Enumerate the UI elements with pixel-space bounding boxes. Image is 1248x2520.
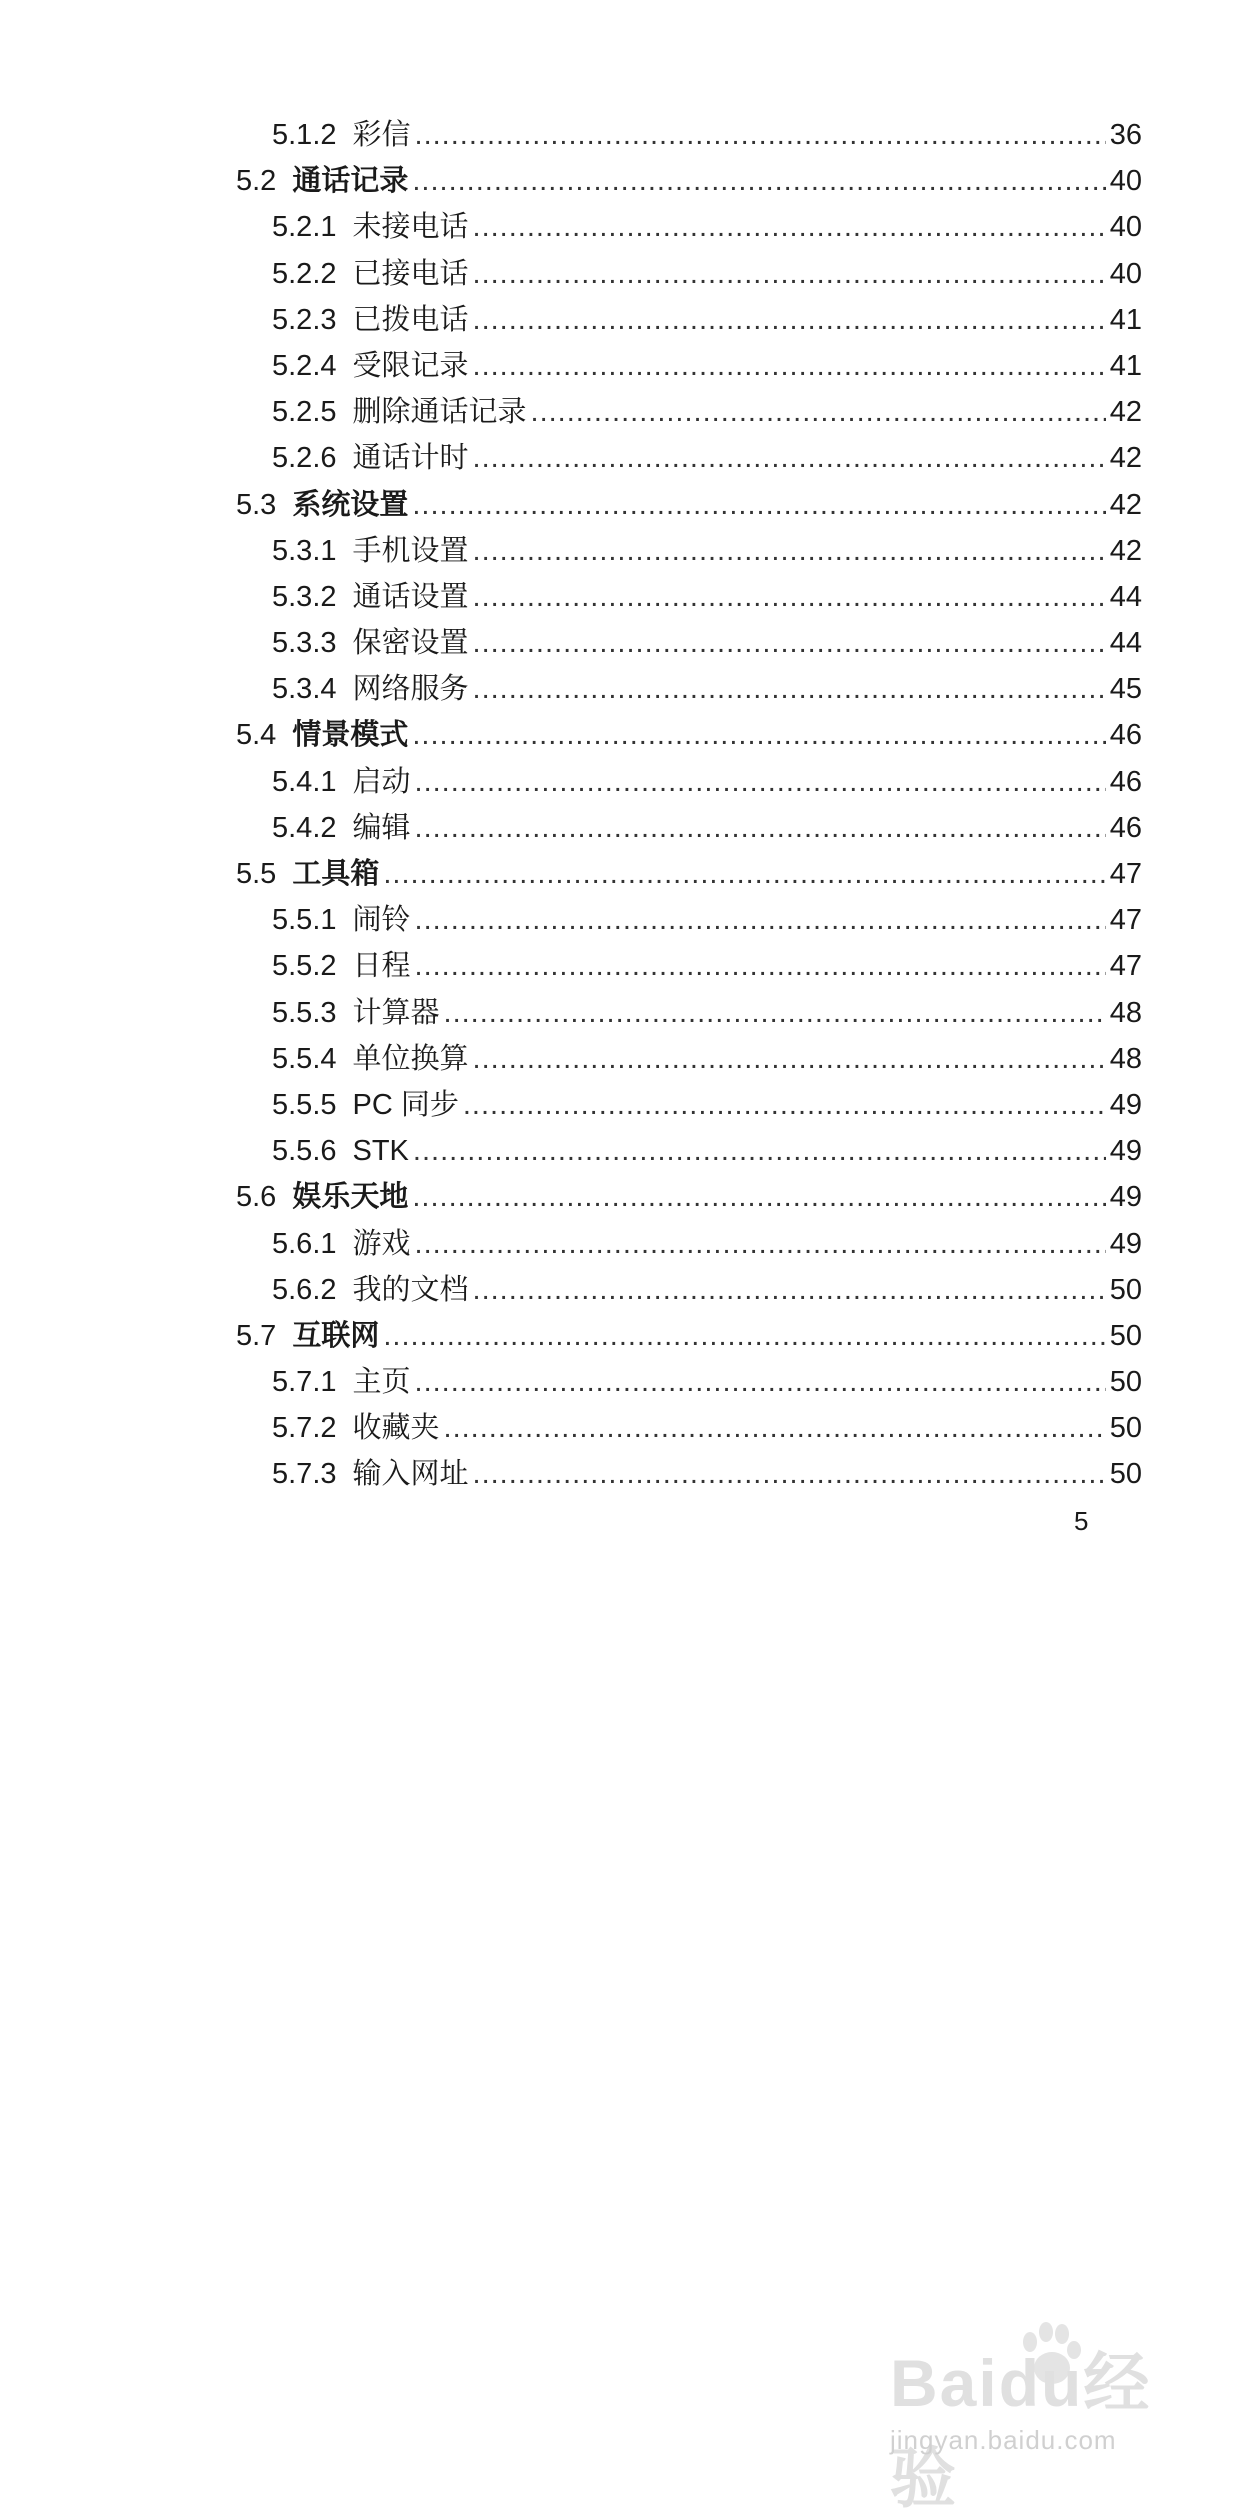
- dot-leader: [412, 482, 1105, 528]
- dot-leader: [383, 851, 1105, 897]
- toc-entry-title: 我的文档: [352, 1273, 469, 1306]
- toc-entry-page: 41: [1109, 349, 1142, 382]
- toc-entry-page: 50: [1109, 1273, 1142, 1306]
- toc-entry-title: 计算器: [352, 996, 440, 1029]
- toc-entry-page: 50: [1109, 1458, 1142, 1491]
- toc-entry-title: 通话计时: [352, 442, 469, 475]
- toc-entry-page: 44: [1109, 627, 1142, 660]
- table-of-contents: [236, 112, 1142, 1498]
- dot-leader: [473, 204, 1106, 250]
- toc-entry-number: 5.5.3: [272, 996, 337, 1029]
- dot-leader: [473, 666, 1106, 712]
- toc-entry-page: 50: [1109, 1319, 1142, 1352]
- toc-entry-number: 5.2.2: [272, 257, 337, 290]
- dot-leader: [415, 943, 1106, 989]
- toc-entry[interactable]: [236, 759, 1142, 805]
- toc-entry-title: 手机设置: [352, 534, 469, 567]
- toc-entry-page: 48: [1109, 1042, 1142, 1075]
- toc-entry[interactable]: [236, 805, 1142, 851]
- toc-entry-title: 网络服务: [352, 673, 469, 706]
- toc-entry[interactable]: [236, 1036, 1142, 1082]
- toc-entry-title: 通话设置: [352, 580, 469, 613]
- toc-entry[interactable]: [236, 251, 1142, 297]
- toc-entry-number: 5.2.1: [272, 211, 337, 244]
- toc-entry-number: 5.4.2: [272, 811, 337, 844]
- toc-entry[interactable]: [236, 1451, 1142, 1497]
- toc-entry[interactable]: [236, 1359, 1142, 1405]
- toc-entry-number: 5.5.5: [272, 1088, 337, 1121]
- toc-entry-title: 闹铃: [352, 904, 411, 937]
- toc-entry[interactable]: [236, 389, 1142, 435]
- toc-entry-title: 通话记录: [292, 165, 409, 198]
- toc-entry-title: 输入网址: [352, 1458, 469, 1491]
- toc-entry[interactable]: [236, 204, 1142, 250]
- toc-entry[interactable]: [236, 897, 1142, 943]
- toc-entry-number: 5.3: [236, 488, 277, 521]
- toc-entry-page: 49: [1109, 1181, 1142, 1214]
- toc-entry[interactable]: [236, 343, 1142, 389]
- toc-entry[interactable]: [236, 712, 1142, 758]
- toc-entry-number: 5.4: [236, 719, 277, 752]
- toc-entry[interactable]: [236, 1313, 1142, 1359]
- toc-entry-title: 彩信: [352, 119, 411, 151]
- toc-entry-title: 工具箱: [292, 858, 380, 890]
- dot-leader: [473, 1451, 1106, 1497]
- toc-entry-number: 5.3.4: [272, 673, 337, 706]
- toc-entry-number: 5.7.3: [272, 1458, 337, 1491]
- toc-entry-title: 受限记录: [352, 349, 469, 382]
- dot-leader: [473, 1036, 1106, 1082]
- toc-entry-number: 5.5: [236, 858, 277, 890]
- toc-entry[interactable]: [236, 1267, 1142, 1313]
- toc-entry-number: 5.5.2: [272, 950, 337, 983]
- toc-entry-number: 5.7: [236, 1319, 277, 1352]
- toc-entry-title: 娱乐天地: [292, 1181, 409, 1214]
- toc-entry-page: 49: [1109, 1227, 1142, 1260]
- toc-entry-page: 49: [1109, 1088, 1142, 1121]
- toc-entry-number: 5.2.5: [272, 396, 337, 429]
- dot-leader: [412, 1174, 1105, 1220]
- dot-leader: [473, 1267, 1106, 1313]
- dot-leader: [473, 528, 1106, 574]
- toc-entry-page: 42: [1109, 442, 1142, 475]
- toc-entry-page: 40: [1109, 211, 1142, 244]
- dot-leader: [415, 759, 1106, 805]
- toc-entry[interactable]: [236, 1405, 1142, 1451]
- dot-leader: [415, 805, 1106, 851]
- toc-entry-page: 36: [1109, 119, 1142, 151]
- toc-entry-title: 单位换算: [352, 1042, 469, 1075]
- toc-entry-page: 42: [1109, 534, 1142, 567]
- toc-entry[interactable]: [236, 158, 1142, 204]
- toc-entry-title: 已接电话: [352, 257, 469, 290]
- toc-entry-page: 41: [1109, 303, 1142, 336]
- dot-leader: [383, 1313, 1105, 1359]
- toc-entry-number: 5.6.2: [272, 1273, 337, 1306]
- dot-leader: [444, 990, 1106, 1036]
- toc-entry-number: 5.2.4: [272, 349, 337, 382]
- toc-entry-title: 日程: [352, 950, 411, 983]
- toc-entry-title: 已拨电话: [352, 303, 469, 336]
- toc-entry-number: 5.3.2: [272, 580, 337, 613]
- toc-entry-title: 保密设置: [352, 627, 469, 660]
- watermark-url: jingyan.baidu.com: [890, 2425, 1117, 2455]
- toc-entry-page: 47: [1109, 858, 1142, 890]
- toc-entry-page: 46: [1109, 765, 1142, 798]
- toc-entry[interactable]: [236, 620, 1142, 666]
- toc-entry-title: 收藏夹: [352, 1412, 440, 1445]
- toc-entry[interactable]: [236, 666, 1142, 712]
- toc-entry-page: 48: [1109, 996, 1142, 1029]
- toc-entry-title: 未接电话: [352, 211, 469, 244]
- toc-entry-title: 主页: [352, 1366, 411, 1399]
- dot-leader: [473, 251, 1106, 297]
- toc-entry-number: 5.3.1: [272, 534, 337, 567]
- toc-entry-number: 5.5.1: [272, 904, 337, 937]
- toc-entry-page: 50: [1109, 1412, 1142, 1445]
- dot-leader: [473, 620, 1106, 666]
- toc-entry-page: 46: [1109, 719, 1142, 752]
- toc-entry[interactable]: [236, 297, 1142, 343]
- toc-entry[interactable]: [236, 435, 1142, 481]
- dot-leader: [415, 1359, 1106, 1405]
- toc-entry[interactable]: [236, 574, 1142, 620]
- dot-leader: [415, 1221, 1106, 1267]
- toc-entry-number: 5.2: [236, 165, 277, 198]
- toc-entry[interactable]: [236, 528, 1142, 574]
- dot-leader: [415, 112, 1106, 158]
- toc-entry-number: 5.7.2: [272, 1412, 337, 1445]
- toc-entry-title: 游戏: [352, 1227, 411, 1260]
- page-number: 5: [1074, 1506, 1089, 1536]
- toc-entry-number: 5.4.1: [272, 765, 337, 798]
- toc-entry-title: 情景模式: [292, 719, 409, 752]
- toc-entry-page: 46: [1109, 811, 1142, 844]
- toc-entry-title: STK: [352, 1135, 409, 1168]
- watermark-brand: Baidu经验: [890, 2346, 1152, 2515]
- toc-entry-page: 40: [1109, 257, 1142, 290]
- toc-entry-page: 44: [1109, 580, 1142, 613]
- dot-leader: [531, 389, 1106, 435]
- toc-entry-page: 40: [1109, 165, 1142, 198]
- toc-entry-title: 系统设置: [292, 488, 409, 521]
- toc-entry-number: 5.6: [236, 1181, 277, 1214]
- toc-entry-number: 5.1.2: [272, 119, 337, 151]
- toc-entry[interactable]: [236, 1221, 1142, 1267]
- toc-entry-page: 42: [1109, 396, 1142, 429]
- toc-entry-page: 49: [1109, 1135, 1142, 1168]
- toc-entry[interactable]: [236, 1128, 1142, 1174]
- toc-entry-number: 5.6.1: [272, 1227, 337, 1260]
- toc-entry[interactable]: [236, 1174, 1142, 1220]
- toc-entry-number: 5.2.6: [272, 442, 337, 475]
- toc-entry-title: PC 同步: [352, 1088, 459, 1121]
- dot-leader: [473, 343, 1106, 389]
- toc-entry-title: 启动: [352, 765, 411, 798]
- toc-entry-page: 50: [1109, 1366, 1142, 1399]
- toc-entry-number: 5.5.6: [272, 1135, 337, 1168]
- toc-entry-number: 5.2.3: [272, 303, 337, 336]
- toc-entry[interactable]: [236, 851, 1142, 897]
- watermark: [880, 2320, 1200, 2515]
- toc-entry-title: 删除通话记录: [352, 396, 527, 429]
- toc-entry-page: 47: [1109, 950, 1142, 983]
- dot-leader: [412, 712, 1105, 758]
- toc-entry-title: 编辑: [352, 811, 411, 844]
- dot-leader: [463, 1082, 1106, 1128]
- toc-entry-number: 5.3.3: [272, 627, 337, 660]
- dot-leader: [415, 897, 1106, 943]
- toc-entry[interactable]: [236, 482, 1142, 528]
- toc-entry-page: 42: [1109, 488, 1142, 521]
- toc-entry[interactable]: [236, 1082, 1142, 1128]
- dot-leader: [473, 297, 1106, 343]
- toc-entry-title: 互联网: [292, 1319, 380, 1352]
- toc-entry[interactable]: [236, 112, 1142, 158]
- dot-leader: [473, 574, 1106, 620]
- toc-entry[interactable]: [236, 943, 1142, 989]
- toc-entry-page: 45: [1109, 673, 1142, 706]
- toc-entry-number: 5.7.1: [272, 1366, 337, 1399]
- dot-leader: [412, 158, 1105, 204]
- toc-entry-page: 47: [1109, 904, 1142, 937]
- dot-leader: [444, 1405, 1106, 1451]
- dot-leader: [413, 1128, 1106, 1174]
- toc-entry[interactable]: [236, 990, 1142, 1036]
- dot-leader: [473, 435, 1106, 481]
- toc-entry-number: 5.5.4: [272, 1042, 337, 1075]
